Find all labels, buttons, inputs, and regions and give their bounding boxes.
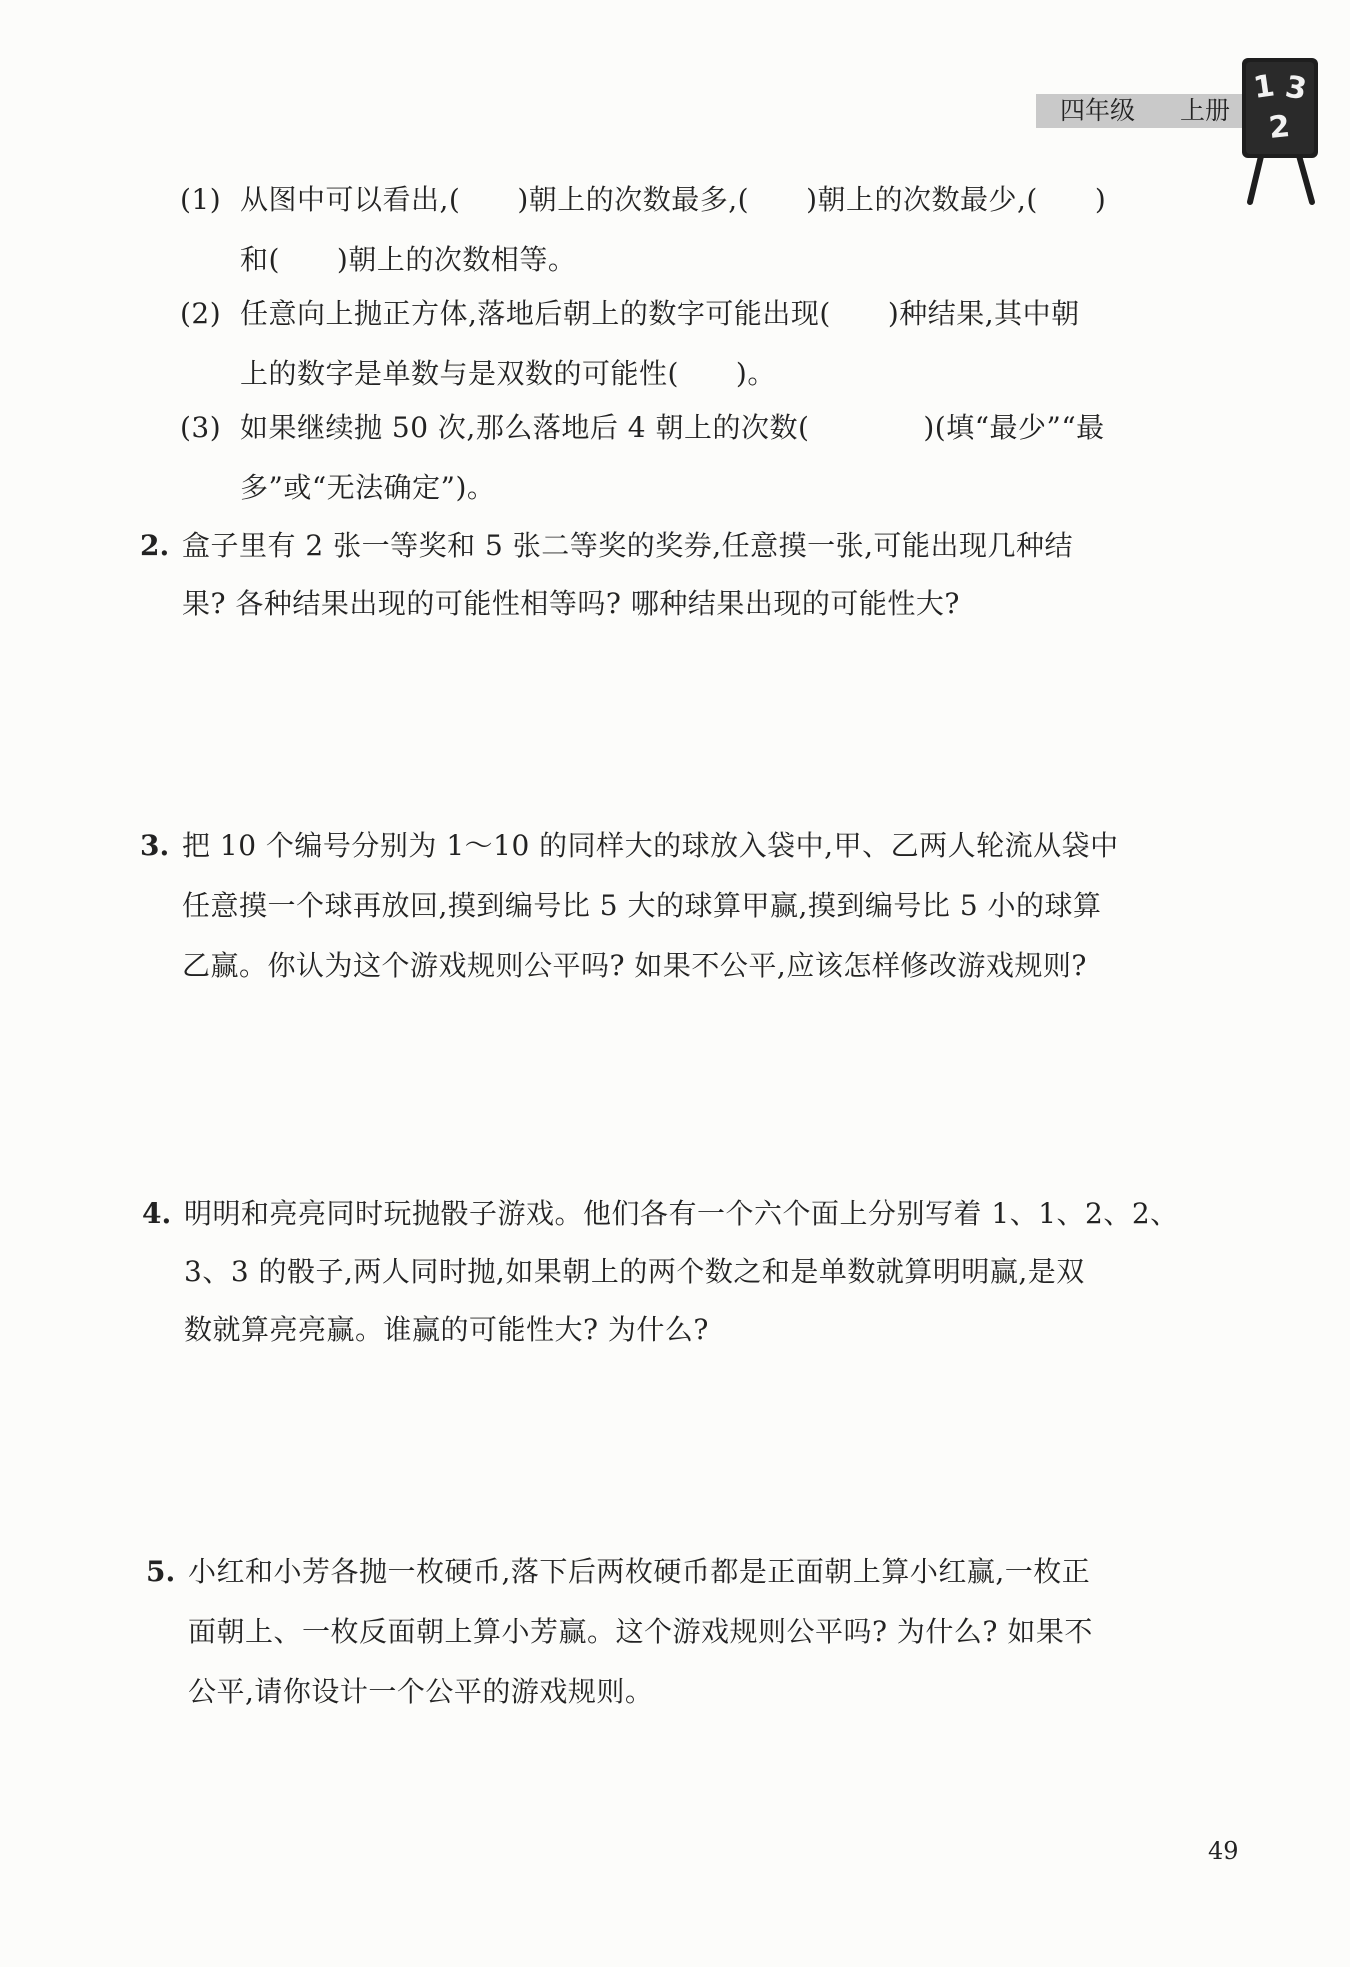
svg-text:3: 3: [1282, 69, 1310, 108]
svg-text:2: 2: [1267, 108, 1292, 146]
q1-sub1-label: (1): [180, 183, 222, 216]
q1-sub3-line1: 如果继续抛 50 次,那么落地后 4 朝上的次数( )(填“最少”“最: [240, 411, 1105, 444]
q1-sub3-line2: 多”或“无法确定”)。: [240, 471, 496, 504]
q1-sub3-label: (3): [180, 411, 222, 444]
q1-sub1-line1: 从图中可以看出,( )朝上的次数最多,( )朝上的次数最少,( ): [240, 183, 1107, 216]
q2-number: 2.: [140, 529, 170, 562]
q1-sub2-label: (2): [180, 297, 222, 330]
q5-number: 5.: [146, 1555, 176, 1588]
page-number: 49: [1208, 1837, 1239, 1865]
q5-line2: 面朝上、一枚反面朝上算小芳赢。这个游戏规则公平吗? 为什么? 如果不: [188, 1615, 1093, 1648]
chalkboard-logo-icon: [1240, 52, 1320, 216]
q1-sub1-line2: 和( )朝上的次数相等。: [240, 243, 577, 276]
q3-line1: 把 10 个编号分别为 1～10 的同样大的球放入袋中,甲、乙两人轮流从袋中: [182, 829, 1119, 862]
q4-line3: 数就算亮亮赢。谁赢的可能性大? 为什么?: [184, 1313, 709, 1346]
q4-line1: 明明和亮亮同时玩抛骰子游戏。他们各有一个六个面上分别写着 1、1、2、2、: [184, 1197, 1179, 1230]
q5-line1: 小红和小芳各抛一枚硬币,落下后两枚硬币都是正面朝上算小红赢,一枚正: [188, 1555, 1091, 1588]
q1-sub2-line1: 任意向上抛正方体,落地后朝上的数字可能出现( )种结果,其中朝: [240, 297, 1080, 330]
q3-line3: 乙赢。你认为这个游戏规则公平吗? 如果不公平,应该怎样修改游戏规则?: [182, 949, 1087, 982]
header-grade: 四年级: [1060, 96, 1136, 125]
q2-line1: 盒子里有 2 张一等奖和 5 张二等奖的奖券,任意摸一张,可能出现几种结: [182, 529, 1074, 562]
header-volume: 上册: [1180, 96, 1231, 125]
q2-line2: 果? 各种结果出现的可能性相等吗? 哪种结果出现的可能性大?: [182, 587, 960, 620]
q5-line3: 公平,请你设计一个公平的游戏规则。: [188, 1675, 654, 1708]
logo-text: 1: [1251, 68, 1277, 106]
q4-line2: 3、3 的骰子,两人同时抛,如果朝上的两个数之和是单数就算明明赢,是双: [184, 1255, 1085, 1288]
q1-sub2-line2: 上的数字是单数与是双数的可能性( )。: [240, 357, 776, 390]
q4-number: 4.: [142, 1197, 172, 1230]
q3-number: 3.: [140, 829, 170, 862]
q3-line2: 任意摸一个球再放回,摸到编号比 5 大的球算甲赢,摸到编号比 5 小的球算: [182, 889, 1102, 922]
